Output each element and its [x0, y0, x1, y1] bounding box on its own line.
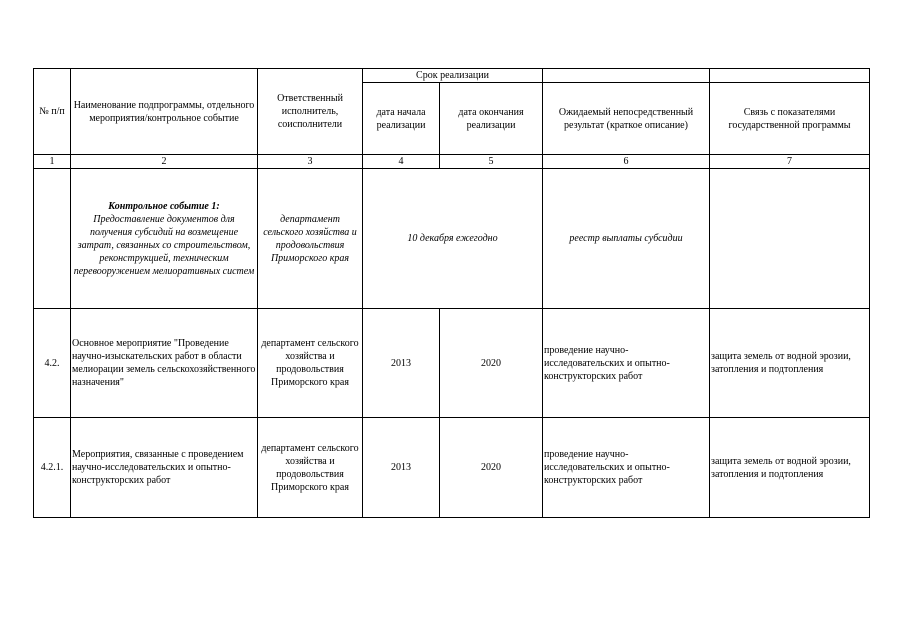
- header-col-end: дата окончания реализации: [440, 83, 543, 155]
- column-number-5: 5: [440, 155, 543, 169]
- column-number-3: 3: [258, 155, 363, 169]
- control-event-num: [34, 169, 71, 309]
- row-link: защита земель от водной эрозии, затопления и подтопления: [710, 418, 870, 518]
- row-num: 4.2.1.: [34, 418, 71, 518]
- control-event-responsible: департамент сельского хозяйства и продовольствия Приморского края: [258, 169, 363, 309]
- column-number-7: 7: [710, 155, 870, 169]
- control-event-link: [710, 169, 870, 309]
- table-row: [34, 418, 870, 518]
- row-name: Основное мероприятие "Проведение научно-изыскательских работ в области мелиорации земель сельскохозяйственного назначения": [71, 309, 258, 418]
- row-start: 2013: [363, 309, 440, 418]
- row-link: защита земель от водной эрозии, затопления и подтопления: [710, 309, 870, 418]
- control-event-title: Контрольное событие 1:: [108, 200, 220, 212]
- row-responsible: департамент сельского хозяйства и продовольствия Приморского края: [258, 418, 363, 518]
- header-col-result-top: [543, 69, 710, 83]
- column-number-6: 6: [543, 155, 710, 169]
- measures-table: [33, 68, 870, 518]
- header-col-link-top: [710, 69, 870, 83]
- header-col-num: № п/п: [34, 69, 71, 155]
- header-col-start: дата начала реализации: [363, 83, 440, 155]
- header-col-link: Связь с показателями государственной программы: [710, 83, 870, 155]
- row-start: 2013: [363, 418, 440, 518]
- row-result: проведение научно-исследовательских и опытно-конструкторских работ: [543, 418, 710, 518]
- row-end: 2020: [440, 309, 543, 418]
- control-event-period: 10 декабря ежегодно: [363, 169, 543, 309]
- control-event-description: Предоставление документов для получения субсидий на возмещение затрат, связанных со строительством, реконструкцией, техническим перевооружением мелиоративных систем: [73, 213, 255, 277]
- row-num: 4.2.: [34, 309, 71, 418]
- row-responsible: департамент сельского хозяйства и продовольствия Приморского края: [258, 309, 363, 418]
- header-col-name: Наименование подпрограммы, отдельного мероприятия/контрольное событие: [71, 69, 258, 155]
- row-name: Мероприятия, связанные с проведением научно-исследовательских и опытно-конструкторских работ: [71, 418, 258, 518]
- column-number-4: 4: [363, 155, 440, 169]
- header-col-result: Ожидаемый непосредственный результат (краткое описание): [543, 83, 710, 155]
- table-row: [34, 309, 870, 418]
- header-row-top: [34, 69, 870, 83]
- control-event-name: [71, 169, 258, 309]
- control-event-result: реестр выплаты субсидии: [543, 169, 710, 309]
- column-number-1: 1: [34, 155, 71, 169]
- header-col-period: Срок реализации: [363, 69, 543, 83]
- header-col-responsible: Ответственный исполнитель, соисполнители: [258, 69, 363, 155]
- control-event-row: [34, 169, 870, 309]
- row-result: проведение научно-исследовательских и опытно-конструкторских работ: [543, 309, 710, 418]
- row-end: 2020: [440, 418, 543, 518]
- column-number-2: 2: [71, 155, 258, 169]
- column-number-row: [34, 155, 870, 169]
